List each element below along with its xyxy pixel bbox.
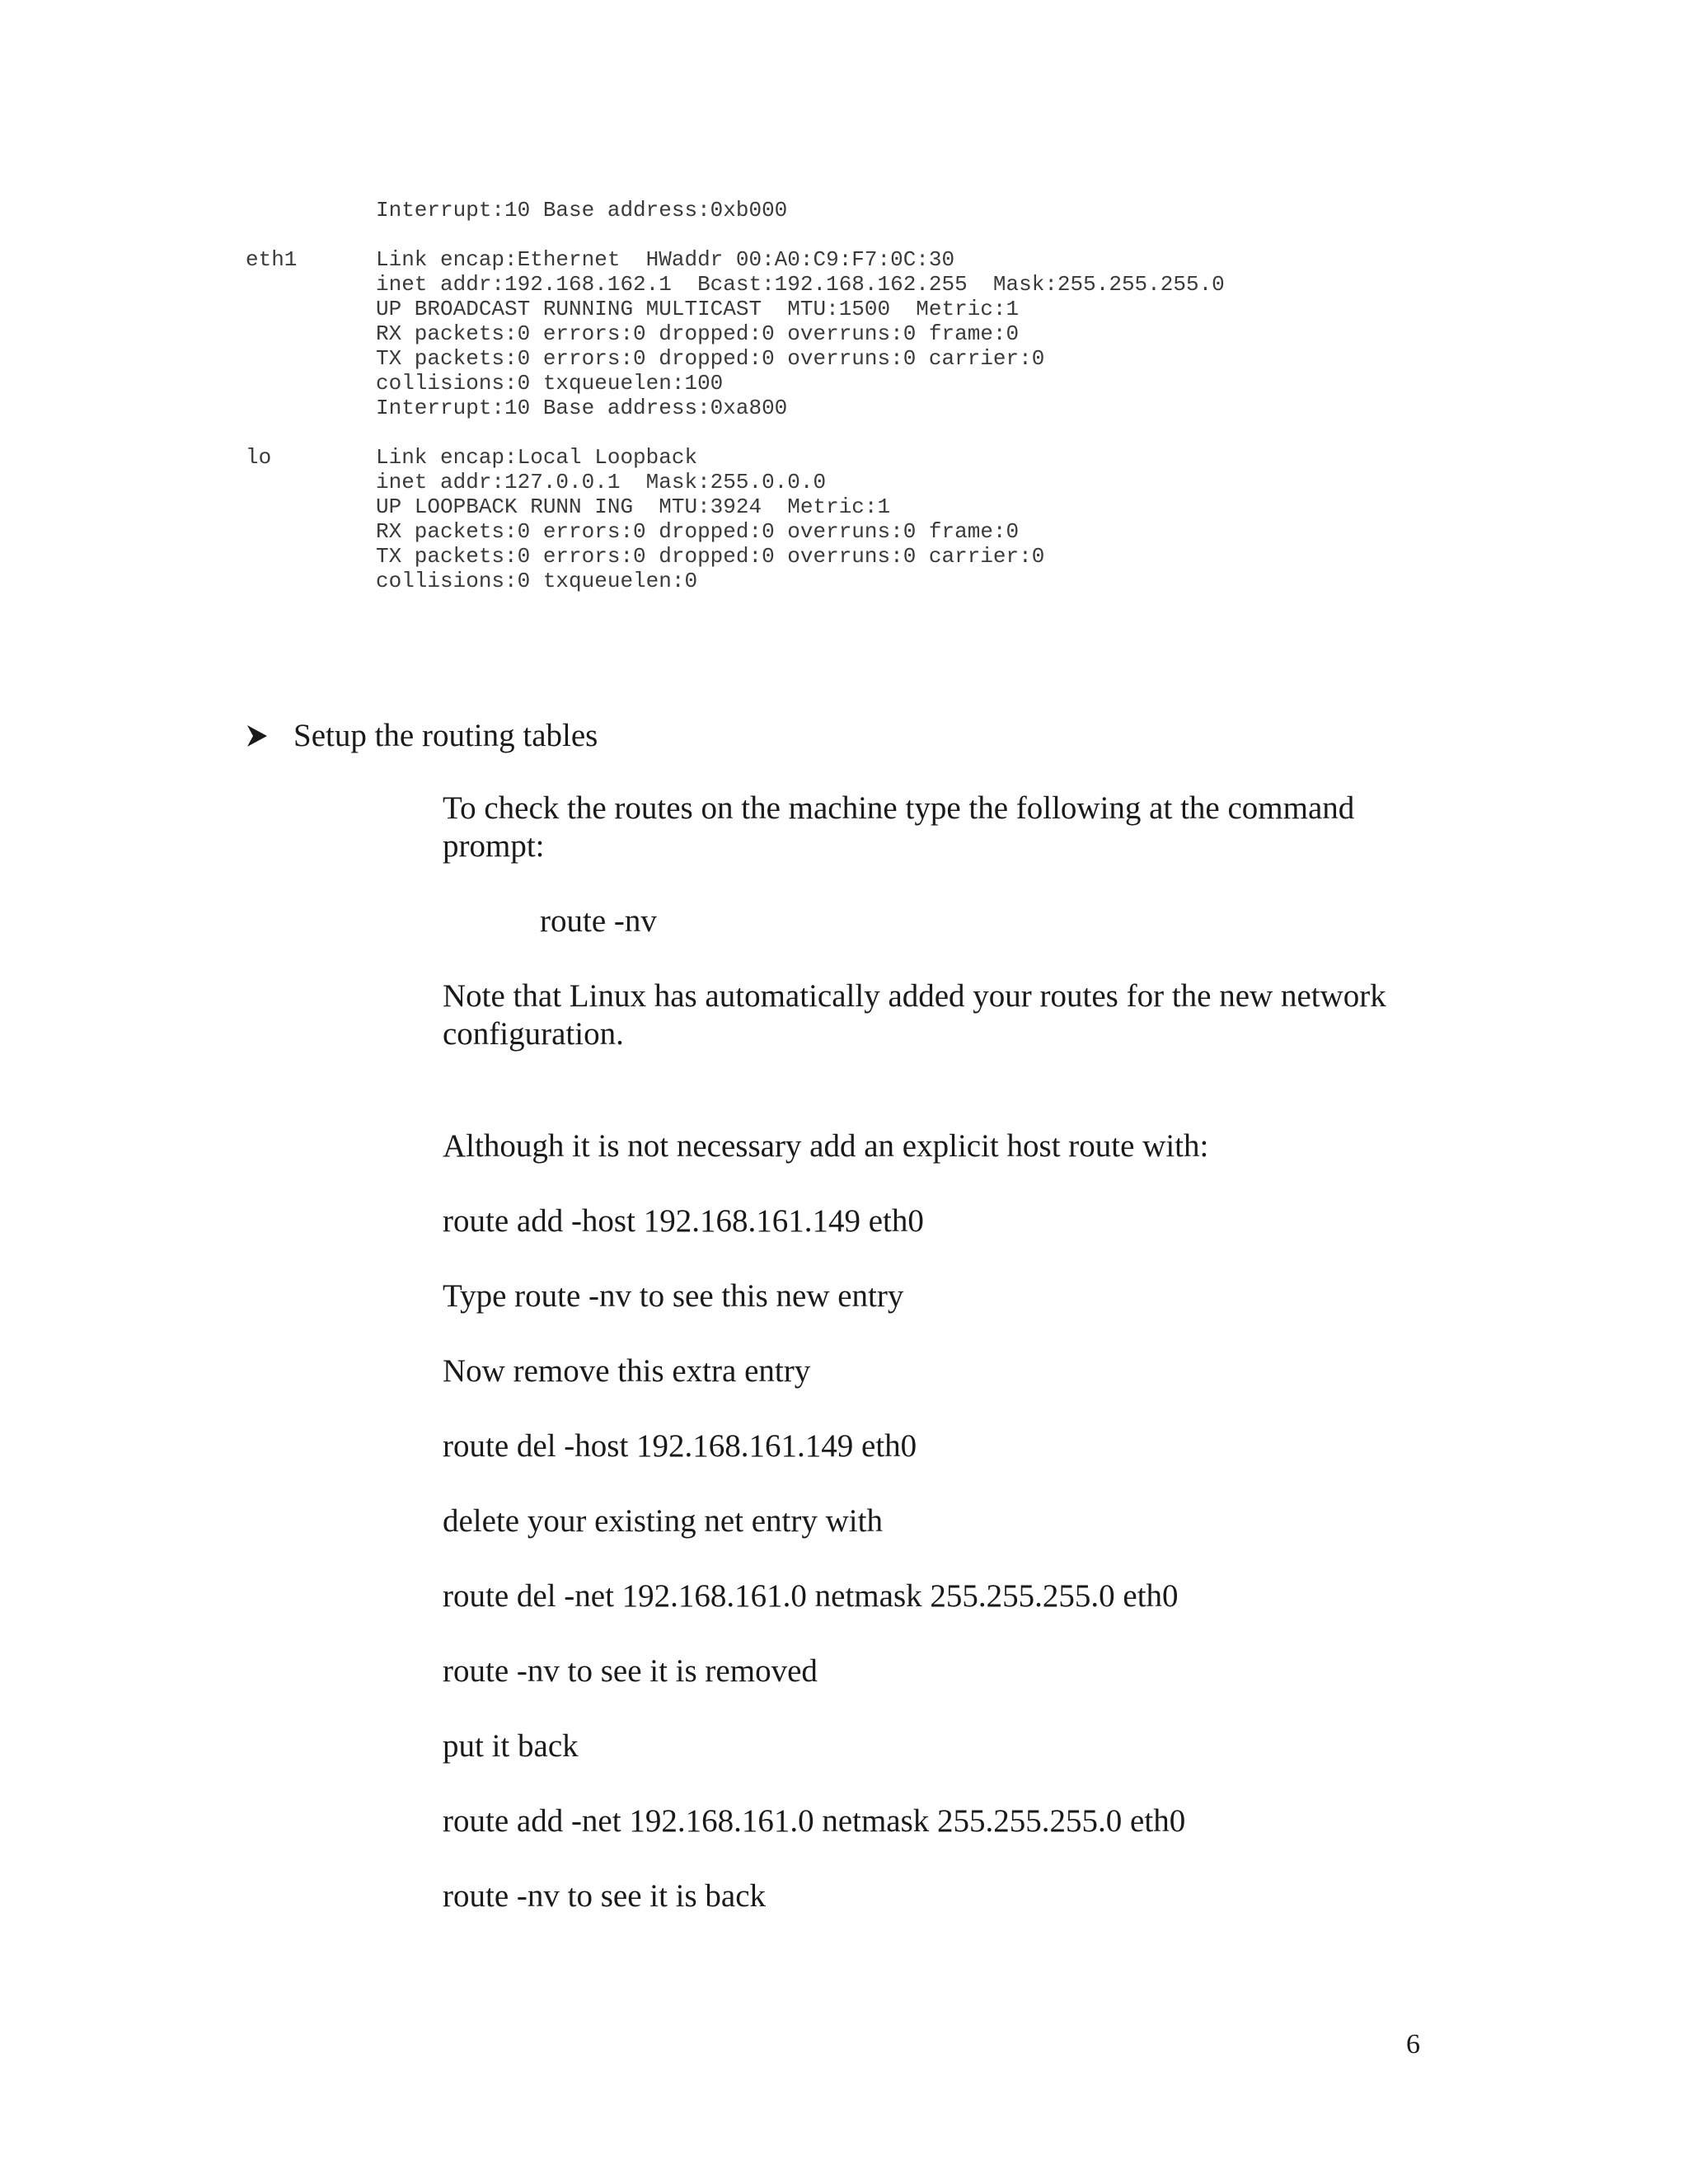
lo-line: RX packets:0 errors:0 dropped:0 overruns:0 frame:0: [376, 519, 1020, 544]
arrowhead-bullet-icon: [246, 724, 269, 748]
page-number: 6: [1406, 2029, 1420, 2060]
step-text: delete your existing net entry with: [443, 1503, 883, 1539]
eth1-line: Link encap:Ethernet HWaddr 00:A0:C9:F7:0C:30: [376, 247, 955, 272]
eth1-line: TX packets:0 errors:0 dropped:0 overruns:0 carrier:0: [376, 346, 1045, 371]
step-text: route add -host 192.168.161.149 eth0: [443, 1203, 924, 1239]
section-heading: Setup the routing tables: [293, 718, 598, 753]
step-text: route del -net 192.168.161.0 netmask 255.255.255.0 eth0: [443, 1578, 1179, 1614]
intro-command: route -nv: [540, 903, 657, 939]
step-text: route add -net 192.168.161.0 netmask 255.255.255.0 eth0: [443, 1803, 1186, 1839]
lo-line: Link encap:Local Loopback: [376, 445, 698, 470]
step-text: route del -host 192.168.161.149 eth0: [443, 1428, 917, 1464]
lo-label: lo: [246, 445, 272, 470]
step-text: route -nv to see it is back: [443, 1878, 767, 1914]
lo-line: collisions:0 txqueuelen:0: [376, 569, 698, 593]
eth1-line: collisions:0 txqueuelen:100: [376, 371, 724, 396]
eth0-tail-line: Interrupt:10 Base address:0xb000: [376, 198, 788, 223]
eth1-line: Interrupt:10 Base address:0xa800: [376, 396, 788, 420]
step-text: Type route -nv to see this new entry: [443, 1278, 904, 1314]
step-text: Although it is not necessary add an explicit host route with:: [443, 1128, 1209, 1164]
lo-line: TX packets:0 errors:0 dropped:0 overruns:0 carrier:0: [376, 544, 1045, 569]
eth1-line: UP BROADCAST RUNNING MULTICAST MTU:1500 Metric:1: [376, 297, 1020, 321]
step-text: route -nv to see it is removed: [443, 1653, 818, 1689]
step-text: Now remove this extra entry: [443, 1353, 811, 1389]
lo-line: inet addr:127.0.0.1 Mask:255.0.0.0: [376, 470, 827, 494]
lo-line: UP LOOPBACK RUNN ING MTU:3924 Metric:1: [376, 494, 891, 519]
note-paragraph: Note that Linux has automatically added your routes for the new network configuration.: [443, 978, 1386, 1052]
intro-paragraph: To check the routes on the machine type the following at the command prompt:: [443, 790, 1355, 864]
eth1-line: inet addr:192.168.162.1 Bcast:192.168.162.255 Mask:255.255.255.0: [376, 272, 1225, 297]
step-text: put it back: [443, 1728, 579, 1764]
eth1-line: RX packets:0 errors:0 dropped:0 overruns:0 frame:0: [376, 321, 1020, 346]
section-heading-row: [246, 717, 598, 755]
eth1-label: eth1: [246, 247, 298, 272]
